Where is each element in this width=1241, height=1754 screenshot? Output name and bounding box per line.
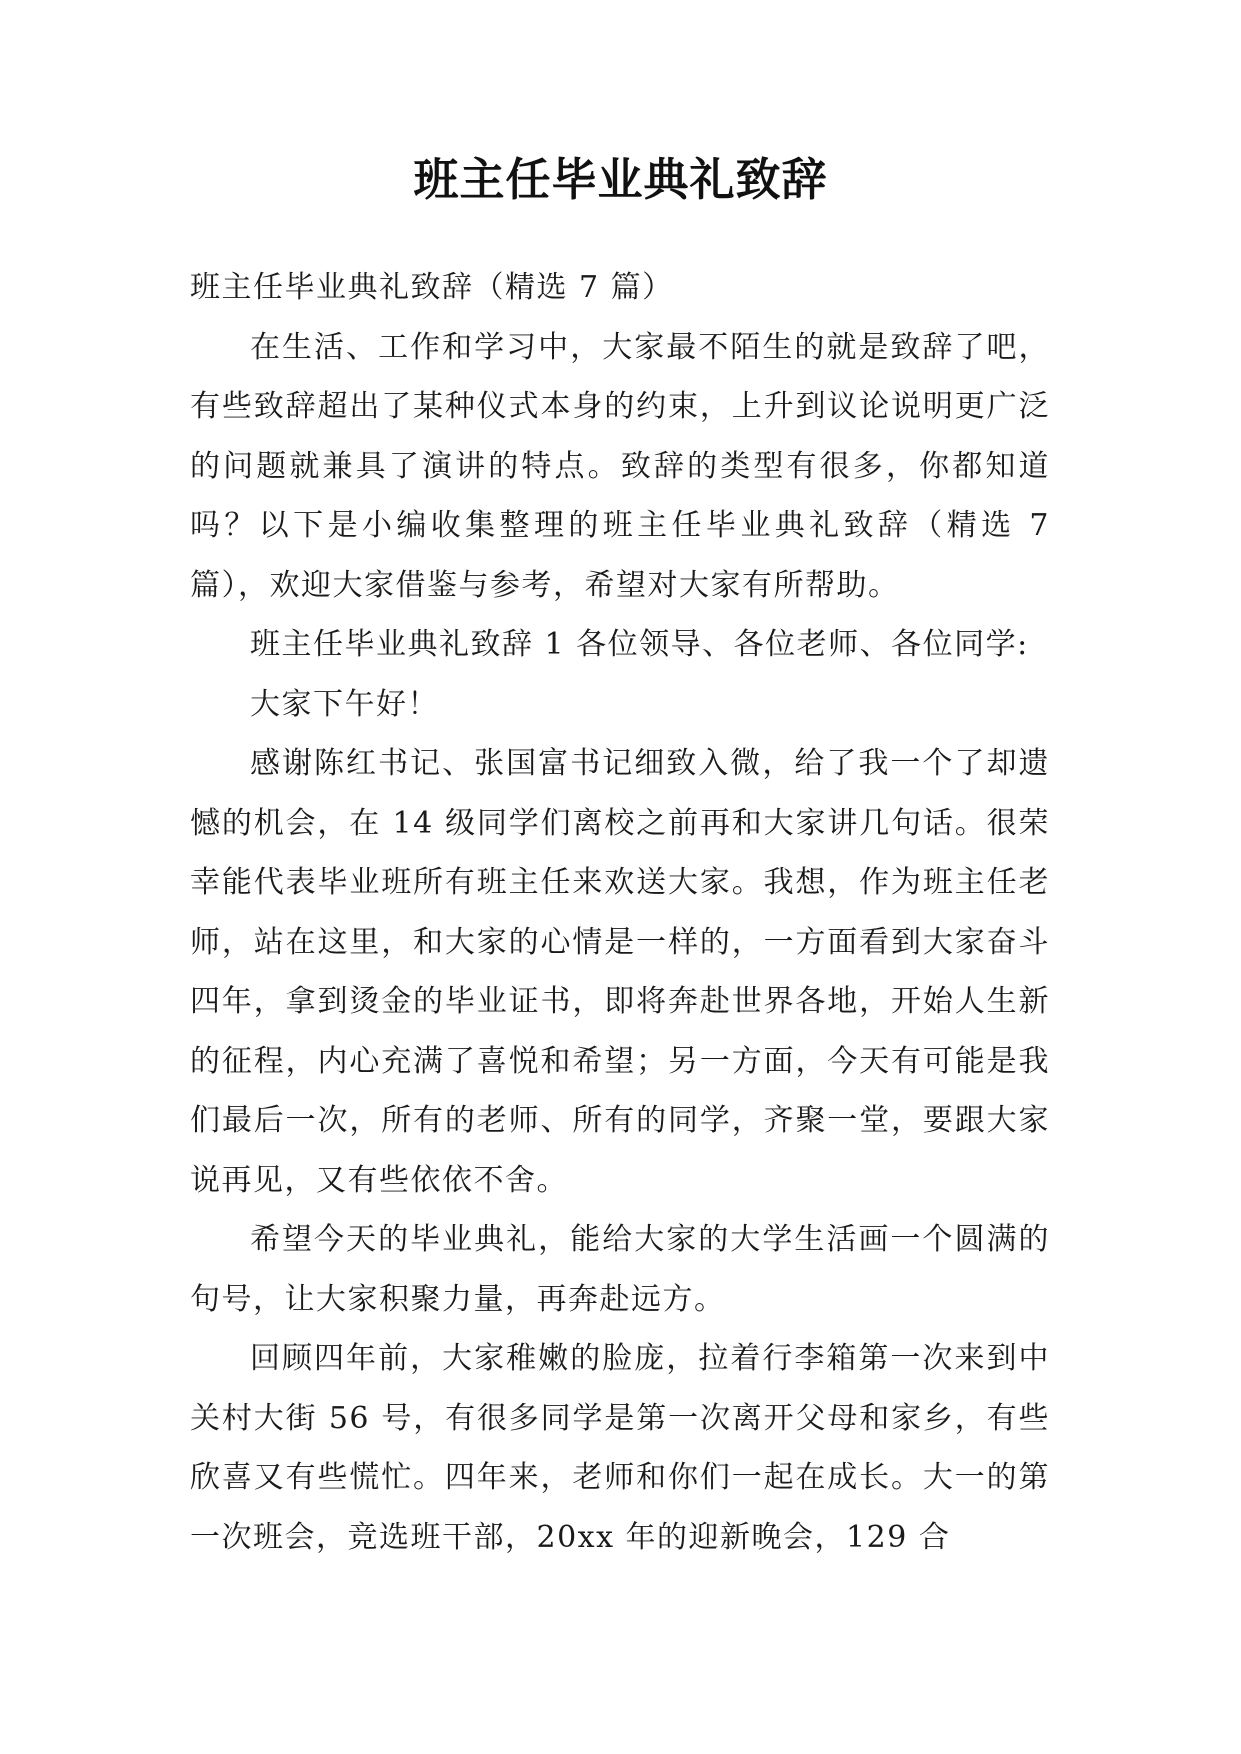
paragraph-intro: 在生活、工作和学习中，大家最不陌生的就是致辞了吧，有些致辞超出了某种仪式本身的约束，上升到议论说明更广泛的问题就兼具了演讲的特点。致辞的类型有很多，你都知道吗？以下是小编收集整理的班主任毕业典礼致辞（精选 7 篇），欢迎大家借鉴与参考，希望对大家有所帮助。 xyxy=(190,329,1050,603)
document-body xyxy=(190,258,1050,1567)
document-subtitle: 班主任毕业典礼致辞（精选 7 篇） xyxy=(190,270,674,305)
paragraph-thanks: 感谢陈红书记、张国富书记细致入微，给了我一个了却遗憾的机会，在 14 级同学们离校之前再和大家讲几句话。很荣幸能代表毕业班所有班主任来欢送大家。我想，作为班主任老师，站在这里，和大家的心情是一样的，一方面看到大家奋斗四年，拿到烫金的毕业证书，即将奔赴世界各地，开始人生新的征程，内心充满了喜悦和希望；另一方面，今天有可能是我们最后一次，所有的老师、所有的同学，齐聚一堂，要跟大家说再见，又有些依依不舍。 xyxy=(190,746,1050,1198)
paragraph-review: 回顾四年前，大家稚嫩的脸庞，拉着行李箱第一次来到中关村大街 56 号，有很多同学是第一次离开父母和家乡，有些欣喜又有些慌忙。四年来，老师和你们一起在成长。大一的第一次班会，竞选班干部，20xx 年的迎新晚会，129 合 xyxy=(190,1341,1050,1555)
paragraph-hope: 希望今天的毕业典礼，能给大家的大学生活画一个圆满的句号，让大家积聚力量，再奔赴远方。 xyxy=(190,1222,1050,1317)
document-title: 班主任毕业典礼致辞 xyxy=(413,153,828,206)
paragraph-greeting: 大家下午好！ xyxy=(250,686,439,722)
paragraph-salutation: 班主任毕业典礼致辞 1 各位领导、各位老师、各位同学: xyxy=(250,627,1029,662)
